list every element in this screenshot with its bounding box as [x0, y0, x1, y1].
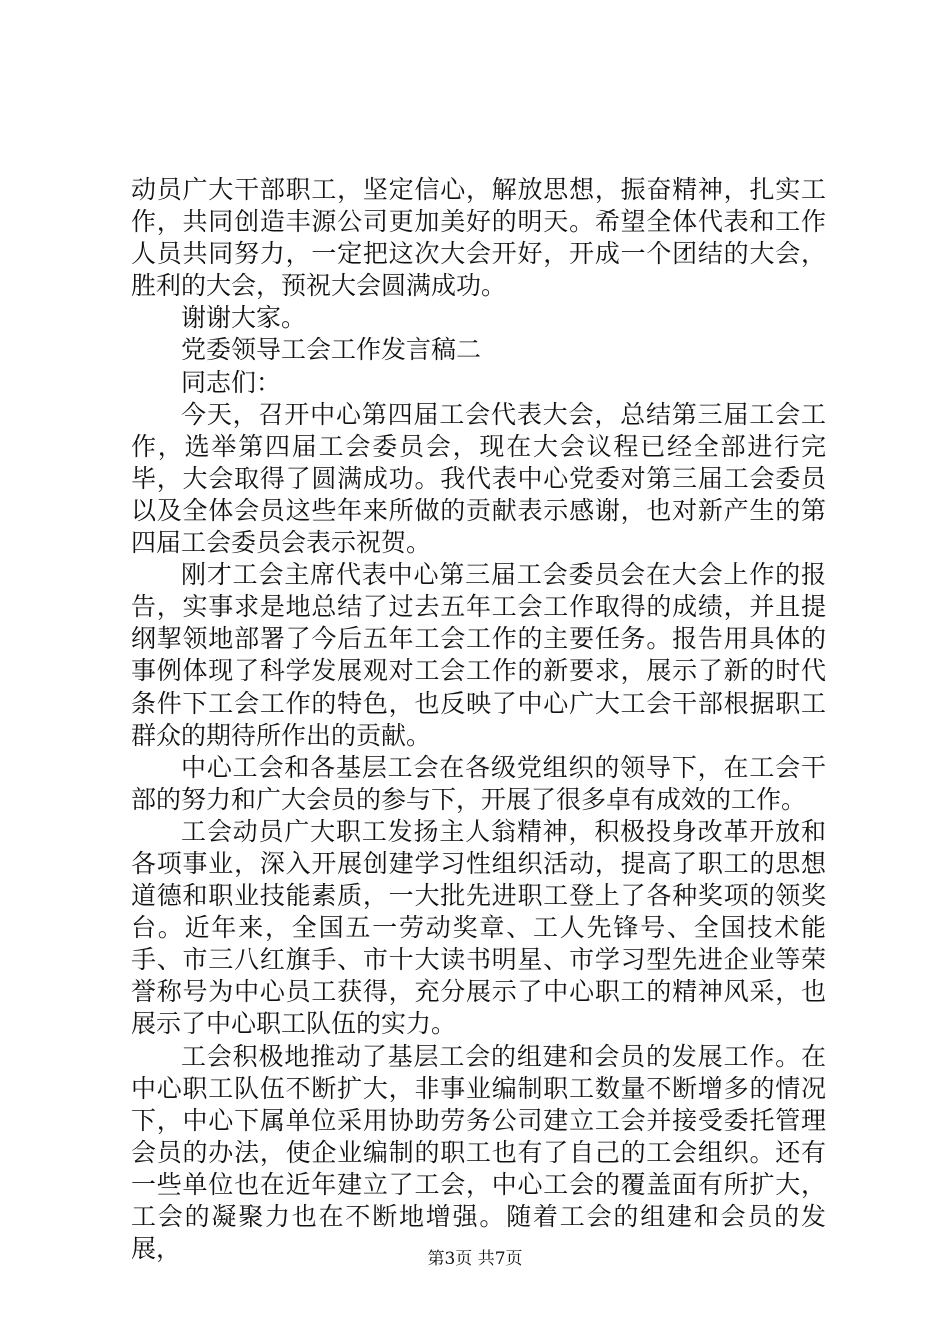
- paragraph-6: 刚才工会主席代表中心第三届工会委员会在大会上作的报告，实事求是地总结了过去五年工会工作取得的成绩，并且提纲挈领地部署了今后五年工会工作的主要任务。报告用具体的事例体现了科学发展观对工会工作的新要求，展示了新的时代条件下工会工作的特色，也反映了中心广大工会干部根据职工群众的期待所作出的贡献。: [131, 560, 826, 750]
- paragraph-7: 中心工会和各基层工会在各级党组织的领导下，在工会干部的努力和广大会员的参与下，开展了很多卓有成效的工作。: [131, 752, 826, 814]
- paragraph-8: 工会动员广大职工发扬主人翁精神，积极投身改革开放和各项事业，深入开展创建学习性组织活动，提高了职工的思想道德和职业技能素质，一大批先进职工登上了各种奖项的领奖台。近年来，全国五一劳动奖章、工人先锋号、全国技术能手、市三八红旗手、市十大读书明星、市学习型先进企业等荣誉称号为中心员工获得，充分展示了中心职工的精神风采，也展示了中心职工队伍的实力。: [131, 816, 826, 1039]
- paragraph-5: 今天，召开中心第四届工会代表大会，总结第三届工会工作，选举第四届工会委员会，现在大会议程已经全部进行完毕，大会取得了圆满成功。我代表中心党委对第三届工会委员以及全体会员这些年来所做的贡献表示感谢，也对新产生的第四届工会委员会表示祝贺。: [131, 399, 826, 558]
- page-footer: 第3页 共7页: [427, 1249, 523, 1269]
- paragraph-2: 谢谢大家。: [181, 303, 307, 333]
- section-heading: 党委领导工会工作发言稿二: [181, 335, 482, 365]
- document-body: [131, 174, 826, 1265]
- salutation: 同志们：: [181, 367, 282, 397]
- paragraph-1: 动员广大干部职工，坚定信心，解放思想，振奋精神，扎实工作，共同创造丰源公司更加美好的明天。希望全体代表和工作人员共同努力，一定把这次大会开好，开成一个团结的大会，胜利的大会，预祝大会圆满成功。: [131, 175, 826, 301]
- paragraph-9: 工会积极地推动了基层工会的组建和会员的发展工作。在中心职工队伍不断扩大，非事业编制职工数量不断增多的情况下，中心下属单位采用协助劳务公司建立工会并接受委托管理会员的办法，使企业编制的职工也有了自己的工会组织。还有一些单位也在近年建立了工会，中心工会的覆盖面有所扩大，工会的凝聚力也在不断地增强。随着工会的组建和会员的发展，: [131, 1041, 826, 1264]
